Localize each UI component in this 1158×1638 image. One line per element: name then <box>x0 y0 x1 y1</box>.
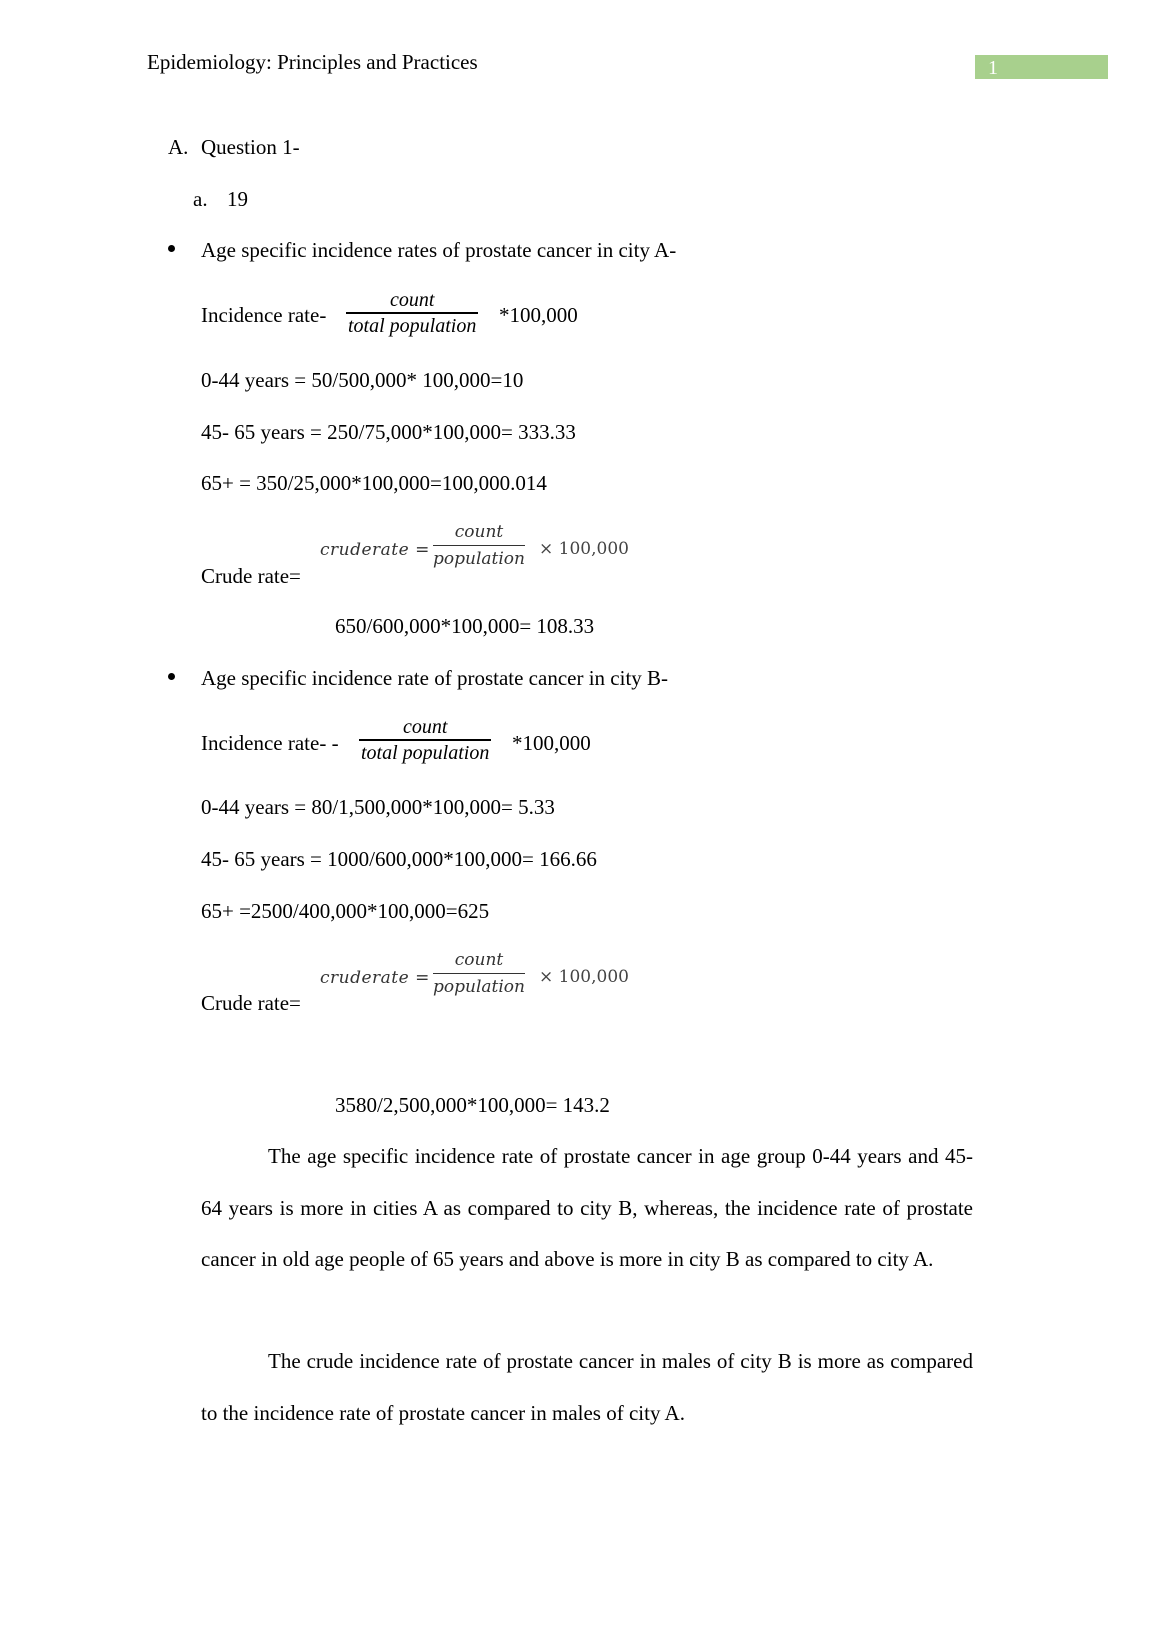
city-b-crude-label: Crude rate= <box>201 991 301 1015</box>
city-b-crude-formula-image <box>320 950 630 1010</box>
fraction-bar <box>433 545 525 546</box>
conclusion-paragraph-1 <box>201 1131 973 1286</box>
conclusion-text: The age specific incidence rate of prostate cancer in age group 0-44 years and 45-64 years is more in cities A as compared to city B, whereas, the incidence rate of prostate cancer in old age people of 65 years and above is more in city B as compared to city A. <box>201 1144 973 1271</box>
city-b-incidence-label: Incidence rate- - <box>201 731 339 755</box>
city-b-crude-result: 3580/2,500,000*100,000= 143.2 <box>335 1093 610 1117</box>
city-b-incidence-fraction <box>359 715 491 765</box>
bullet-icon <box>168 673 175 680</box>
city-a-row-45-65: 45- 65 years = 250/75,000*100,000= 333.33 <box>201 420 576 444</box>
fraction-denominator: total population <box>361 741 490 764</box>
bullet-icon <box>168 245 175 252</box>
fraction-bar <box>433 973 525 974</box>
crude-formula-lhs: cruderate = <box>320 968 430 988</box>
page-number-box <box>975 55 1108 79</box>
city-a-crude-label: Crude rate= <box>201 564 301 588</box>
city-b-row-0-44: 0-44 years = 80/1,500,000*100,000= 5.33 <box>201 795 555 819</box>
city-a-row-65plus: 65+ = 350/25,000*100,000=100,000.014 <box>201 471 547 495</box>
crude-formula-multiplier: × 100,000 <box>539 967 629 987</box>
section-title: Question 1- <box>201 135 300 159</box>
city-b-row-65plus: 65+ =2500/400,000*100,000=625 <box>201 899 490 923</box>
fraction-numerator: count <box>454 522 504 542</box>
conclusion-text: The crude incidence rate of prostate cancer in males of city B is more as compared to the incidence rate of prostate cancer in males of city A. <box>201 1349 973 1425</box>
fraction-numerator: count <box>454 950 504 970</box>
subitem-value: 19 <box>227 187 248 211</box>
city-a-crude-formula-image <box>320 522 630 582</box>
city-a-incidence-fraction <box>346 288 478 338</box>
crude-formula-multiplier: × 100,000 <box>539 539 629 559</box>
page-number: 1 <box>988 57 998 79</box>
city-a-multiplier: *100,000 <box>499 303 578 327</box>
city-b-multiplier: *100,000 <box>512 731 591 755</box>
conclusion-paragraph-2 <box>201 1336 973 1439</box>
city-a-incidence-label: Incidence rate- <box>201 303 327 327</box>
fraction-numerator: count <box>389 289 435 311</box>
section-marker: A. <box>168 135 189 159</box>
city-b-heading: Age specific incidence rate of prostate cancer in city B- <box>201 666 669 690</box>
city-b-row-45-65: 45- 65 years = 1000/600,000*100,000= 166.66 <box>201 847 597 871</box>
crude-formula-fraction <box>433 950 525 997</box>
city-a-heading: Age specific incidence rates of prostate cancer in city A- <box>201 238 677 262</box>
fraction-denominator: population <box>433 549 525 569</box>
running-header-title: Epidemiology: Principles and Practices <box>147 50 478 74</box>
city-a-row-0-44: 0-44 years = 50/500,000* 100,000=10 <box>201 368 524 392</box>
subitem-marker: a. <box>193 187 208 211</box>
fraction-denominator: population <box>433 977 525 997</box>
fraction-numerator: count <box>402 716 448 738</box>
crude-formula-fraction <box>433 522 525 569</box>
city-a-crude-result: 650/600,000*100,000= 108.33 <box>335 614 595 638</box>
fraction-denominator: total population <box>348 314 477 337</box>
crude-formula-lhs: cruderate = <box>320 540 430 560</box>
